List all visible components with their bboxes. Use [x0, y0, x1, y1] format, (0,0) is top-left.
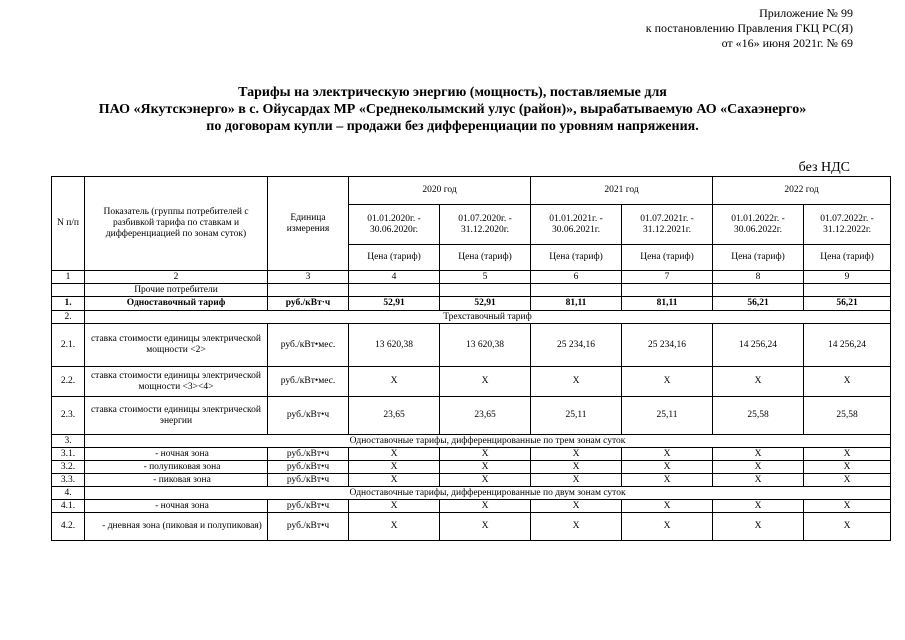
price-cell: Х — [440, 448, 531, 461]
header-price: Цена (тариф) — [713, 245, 804, 271]
header-year: 2020 год — [349, 177, 531, 205]
price-cell: Х — [349, 474, 440, 487]
price-cell: 52,91 — [349, 297, 440, 311]
table-row — [52, 513, 891, 541]
row-unit: руб./кВт•ч — [268, 474, 349, 487]
appendix-block — [646, 6, 853, 51]
col-number: 2 — [85, 271, 268, 284]
header-price: Цена (тариф) — [804, 245, 891, 271]
appendix-line: от «16» июня 2021г. № 69 — [721, 36, 853, 50]
price-cell: Х — [622, 367, 713, 397]
price-cell: Х — [713, 500, 804, 513]
row-number: 2.2. — [52, 367, 85, 397]
price-cell: Х — [804, 367, 891, 397]
document-title — [0, 84, 905, 135]
price-cell: Х — [622, 461, 713, 474]
title-line: ПАО «Якутскэнерго» в с. Ойусардах МР «Среднеколымский улус (район)», вырабатываемую АО «Сахаэнерго» — [98, 102, 807, 117]
table-row — [52, 500, 891, 513]
row-number: 2. — [52, 311, 85, 324]
row-number: 3.1. — [52, 448, 85, 461]
price-cell: Х — [713, 448, 804, 461]
header-period: 01.07.2021г. - 31.12.2021г. — [622, 205, 713, 245]
row-indicator: - ночная зона — [85, 448, 268, 461]
price-cell: 25,58 — [713, 397, 804, 435]
row-indicator: ставка стоимости единицы электрической мощности <2> — [85, 324, 268, 367]
table-row — [52, 324, 891, 367]
tariff-table — [51, 176, 891, 541]
row-number: 3.3. — [52, 474, 85, 487]
row-number: 2.3. — [52, 397, 85, 435]
header-price: Цена (тариф) — [349, 245, 440, 271]
vat-note: без НДС — [798, 160, 850, 175]
row-indicator: - пиковая зона — [85, 474, 268, 487]
price-cell: Х — [349, 513, 440, 541]
price-cell: 14 256,24 — [804, 324, 891, 367]
row-unit: руб./кВт•ч — [268, 500, 349, 513]
price-cell: Х — [440, 513, 531, 541]
row-section-title: Одноставочные тарифы, дифференцированные по трем зонам суток — [85, 435, 891, 448]
price-cell: 25,11 — [622, 397, 713, 435]
price-cell: 25,58 — [804, 397, 891, 435]
price-cell: 23,65 — [349, 397, 440, 435]
header-period: 01.07.2022г. - 31.12.2022г. — [804, 205, 891, 245]
price-cell: 81,11 — [622, 297, 713, 311]
price-cell: Х — [440, 461, 531, 474]
section-other-consumers: Прочие потребители — [85, 284, 268, 297]
table-row — [52, 487, 891, 500]
col-number: 6 — [531, 271, 622, 284]
price-cell: Х — [349, 500, 440, 513]
price-cell: 25,11 — [531, 397, 622, 435]
price-cell: 81,11 — [531, 297, 622, 311]
header-price: Цена (тариф) — [622, 245, 713, 271]
price-cell: 25 234,16 — [622, 324, 713, 367]
row-indicator: ставка стоимости единицы электрической энергии — [85, 397, 268, 435]
appendix-line: к постановлению Правления ГКЦ РС(Я) — [645, 21, 853, 35]
col-number: 9 — [804, 271, 891, 284]
table-row — [52, 367, 891, 397]
price-cell: Х — [531, 513, 622, 541]
row-indicator: Одноставочный тариф — [85, 297, 268, 311]
header-period: 01.01.2020г. - 30.06.2020г. — [349, 205, 440, 245]
title-line: по договорам купли – продажи без дифференциации по уровням напряжения. — [206, 119, 699, 134]
header-period: 01.01.2021г. - 30.06.2021г. — [531, 205, 622, 245]
price-cell: Х — [713, 474, 804, 487]
table-row — [52, 448, 891, 461]
price-cell: Х — [622, 474, 713, 487]
price-cell: Х — [713, 367, 804, 397]
price-cell: Х — [531, 461, 622, 474]
header-period: 01.07.2020г. - 31.12.2020г. — [440, 205, 531, 245]
header-price: Цена (тариф) — [440, 245, 531, 271]
table-row — [52, 297, 891, 311]
header-period: 01.01.2022г. - 30.06.2022г. — [713, 205, 804, 245]
price-cell: Х — [531, 474, 622, 487]
col-number: 3 — [268, 271, 349, 284]
table-row — [52, 461, 891, 474]
title-line: Тарифы на электрическую энергию (мощность), поставляемые для — [238, 85, 667, 100]
col-number: 1 — [52, 271, 85, 284]
price-cell: Х — [531, 448, 622, 461]
price-cell: Х — [804, 513, 891, 541]
col-number: 4 — [349, 271, 440, 284]
price-cell: Х — [622, 513, 713, 541]
row-unit: руб./кВт•ч — [268, 461, 349, 474]
row-unit: руб./кВт•ч — [268, 448, 349, 461]
price-cell: Х — [713, 513, 804, 541]
price-cell: 13 620,38 — [349, 324, 440, 367]
price-cell: Х — [804, 448, 891, 461]
row-unit: руб./кВт·ч — [268, 297, 349, 311]
row-unit: руб./кВт•ч — [268, 397, 349, 435]
price-cell: 56,21 — [713, 297, 804, 311]
price-cell: Х — [349, 461, 440, 474]
row-number: 1. — [52, 297, 85, 311]
row-unit: руб./кВт•мес. — [268, 367, 349, 397]
row-number: 4.2. — [52, 513, 85, 541]
row-number: 2.1. — [52, 324, 85, 367]
price-cell: Х — [349, 448, 440, 461]
price-cell: 14 256,24 — [713, 324, 804, 367]
price-cell: Х — [804, 500, 891, 513]
row-number: 4.1. — [52, 500, 85, 513]
col-number: 8 — [713, 271, 804, 284]
price-cell: Х — [804, 461, 891, 474]
header-num: N п/п — [52, 177, 85, 271]
row-number: 3. — [52, 435, 85, 448]
row-indicator: - дневная зона (пиковая и полупиковая) — [85, 513, 268, 541]
table-row — [52, 397, 891, 435]
price-cell: Х — [440, 367, 531, 397]
row-indicator: - полупиковая зона — [85, 461, 268, 474]
price-cell: Х — [531, 500, 622, 513]
header-year: 2021 год — [531, 177, 713, 205]
header-unit: Единица измерения — [268, 177, 349, 271]
row-number: 4. — [52, 487, 85, 500]
price-cell: 23,65 — [440, 397, 531, 435]
price-cell: 52,91 — [440, 297, 531, 311]
row-unit: руб./кВт•мес. — [268, 324, 349, 367]
col-number: 5 — [440, 271, 531, 284]
appendix-line: Приложение № 99 — [759, 6, 853, 20]
header-price: Цена (тариф) — [531, 245, 622, 271]
price-cell: Х — [622, 500, 713, 513]
price-cell: Х — [531, 367, 622, 397]
price-cell: 56,21 — [804, 297, 891, 311]
table-row — [52, 474, 891, 487]
price-cell: Х — [440, 500, 531, 513]
header-indicator: Показатель (группы потребителей с разбивкой тарифа по ставкам и дифференциацией по зонам суток) — [85, 177, 268, 271]
price-cell: 25 234,16 — [531, 324, 622, 367]
header-year: 2022 год — [713, 177, 891, 205]
row-section-title: Одноставочные тарифы, дифференцированные по двум зонам суток — [85, 487, 891, 500]
row-section-title: Трехставочный тариф — [85, 311, 891, 324]
row-indicator: ставка стоимости единицы электрической мощности <3><4> — [85, 367, 268, 397]
table-row — [52, 435, 891, 448]
price-cell: Х — [440, 474, 531, 487]
row-indicator: - ночная зона — [85, 500, 268, 513]
price-cell: Х — [349, 367, 440, 397]
price-cell: Х — [804, 474, 891, 487]
price-cell: 13 620,38 — [440, 324, 531, 367]
col-number: 7 — [622, 271, 713, 284]
price-cell: Х — [713, 461, 804, 474]
table-row — [52, 311, 891, 324]
row-unit: руб./кВт•ч — [268, 513, 349, 541]
price-cell: Х — [622, 448, 713, 461]
row-number: 3.2. — [52, 461, 85, 474]
